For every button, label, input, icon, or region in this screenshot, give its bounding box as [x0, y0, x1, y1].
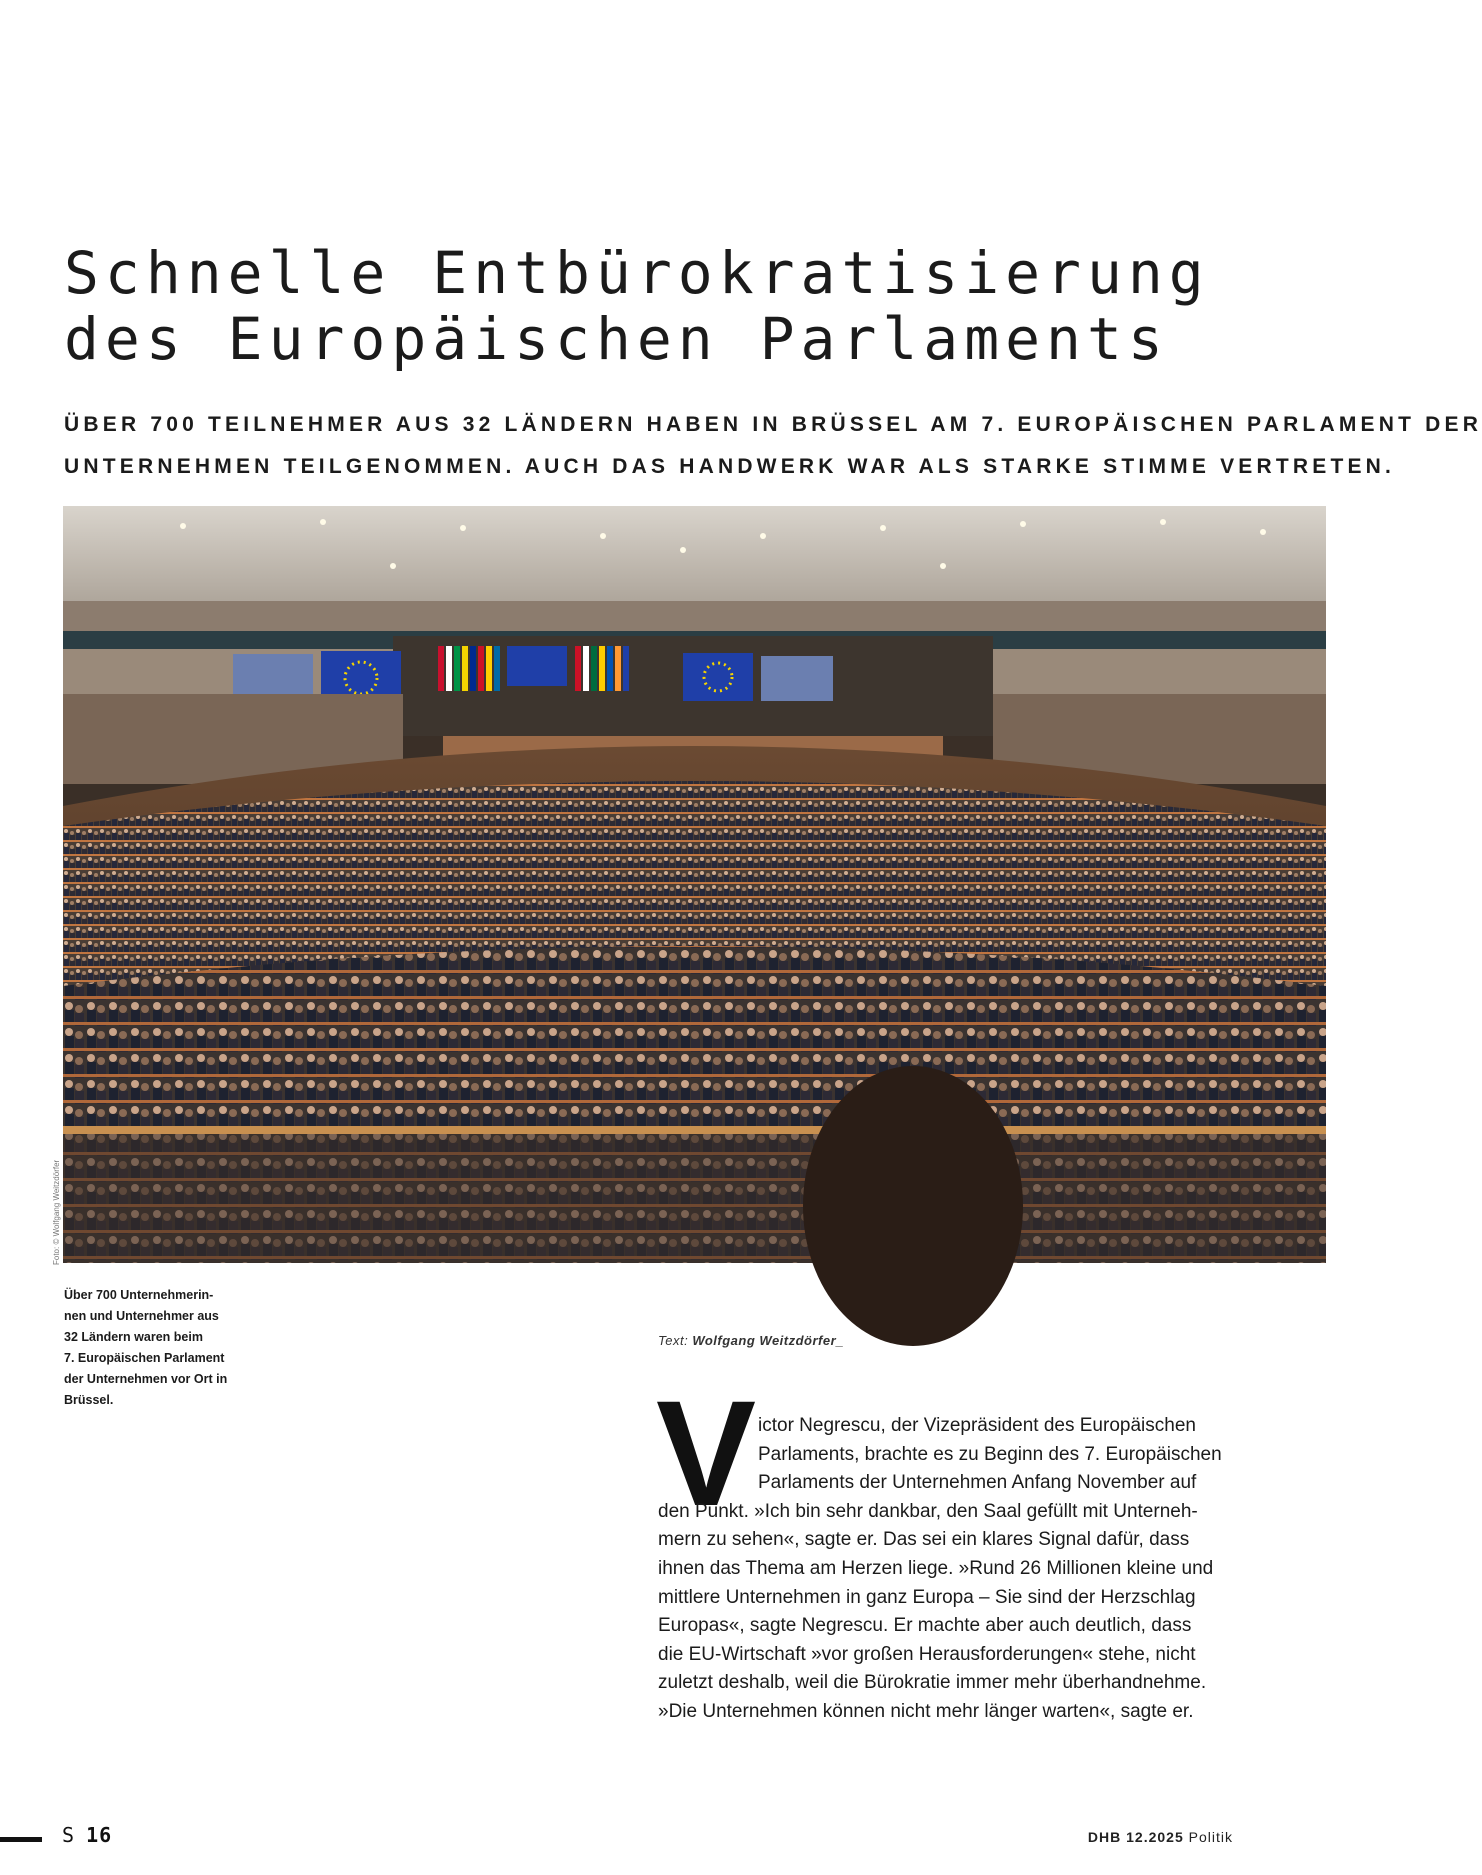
eu-flag-screen-right	[683, 653, 753, 701]
byline	[658, 1333, 844, 1348]
caption-line: Über 700 Unternehmerin-	[64, 1288, 214, 1302]
dropcap: V	[656, 1369, 757, 1537]
article-line: »Die Unternehmen können nicht mehr länger warten«, sagte er.	[658, 1700, 1194, 1722]
article-line: den Punkt. »Ich bin sehr dankbar, den Saal gefüllt mit Unterneh-	[658, 1500, 1198, 1522]
caption-line: nen und Unternehmer aus	[64, 1309, 219, 1323]
article-line: Europas«, sagte Negrescu. Er machte aber auch deutlich, dass	[658, 1615, 1192, 1637]
caption-line: Brüssel.	[64, 1393, 114, 1407]
section-name: Politik	[1188, 1829, 1233, 1845]
screen-right	[761, 656, 833, 701]
caption-line: der Unternehmen vor Ort in	[64, 1372, 228, 1386]
byline-author: Wolfgang Weitzdörfer_	[692, 1333, 844, 1348]
byline-label: Text:	[658, 1333, 689, 1348]
headline	[64, 240, 1264, 372]
foreground-head	[803, 1066, 1023, 1346]
page-number-value: 16	[86, 1823, 113, 1847]
lead-line-2: UNTERNEHMEN TEILGENOMMEN. AUCH DAS HANDWERK WAR ALS STARKE STIMME VERTRETEN.	[64, 455, 1396, 478]
article-line: Parlaments der Unternehmen Anfang November auf	[758, 1472, 1197, 1494]
flags-row-right	[575, 646, 629, 691]
caption-line: 7. Europäischen Parlament	[64, 1351, 225, 1365]
article-line: ictor Negrescu, der Vizepräsident des Europäischen	[758, 1415, 1196, 1436]
footer-bar	[0, 1837, 42, 1842]
photo-caption	[64, 1285, 234, 1411]
issue-label	[1088, 1829, 1233, 1845]
article-line: mern zu sehen«, sagte er. Das sei ein klares Signal dafür, dass	[658, 1529, 1190, 1551]
article-line: die EU-Wirtschaft »vor großen Herausforderungen« stehe, nicht	[658, 1643, 1196, 1665]
caption-line: 32 Ländern waren beim	[64, 1330, 203, 1344]
page-number	[62, 1823, 112, 1847]
article-line: ihnen das Thema am Herzen liege. »Rund 26 Millionen kleine und	[658, 1557, 1214, 1579]
article-line: Parlaments, brachte es zu Beginn des 7. Europäischen	[758, 1443, 1222, 1465]
article-body	[658, 1412, 1232, 1727]
headline-line-2: des Europäischen Parlaments	[64, 305, 1169, 373]
lead-paragraph	[64, 404, 1482, 488]
article-line: mittlere Unternehmen in ganz Europa – Sie sind der Herzschlag	[658, 1586, 1196, 1608]
parliament-photo-illustration	[63, 506, 1326, 1263]
issue-number: DHB 12.2025	[1087, 1829, 1184, 1845]
page-prefix: S	[62, 1823, 75, 1847]
parliament-photo	[63, 506, 1326, 1263]
headline-line-1: Schnelle Entbürokratisierung	[64, 239, 1210, 307]
article-line: zuletzt deshalb, weil die Bürokratie immer mehr überhandnehme.	[658, 1672, 1207, 1694]
lead-line-1: ÜBER 700 TEILNEHMER AUS 32 LÄNDERN HABEN IN BRÜSSEL AM 7. EUROPÄISCHEN PARLAMENT DER	[64, 413, 1482, 436]
